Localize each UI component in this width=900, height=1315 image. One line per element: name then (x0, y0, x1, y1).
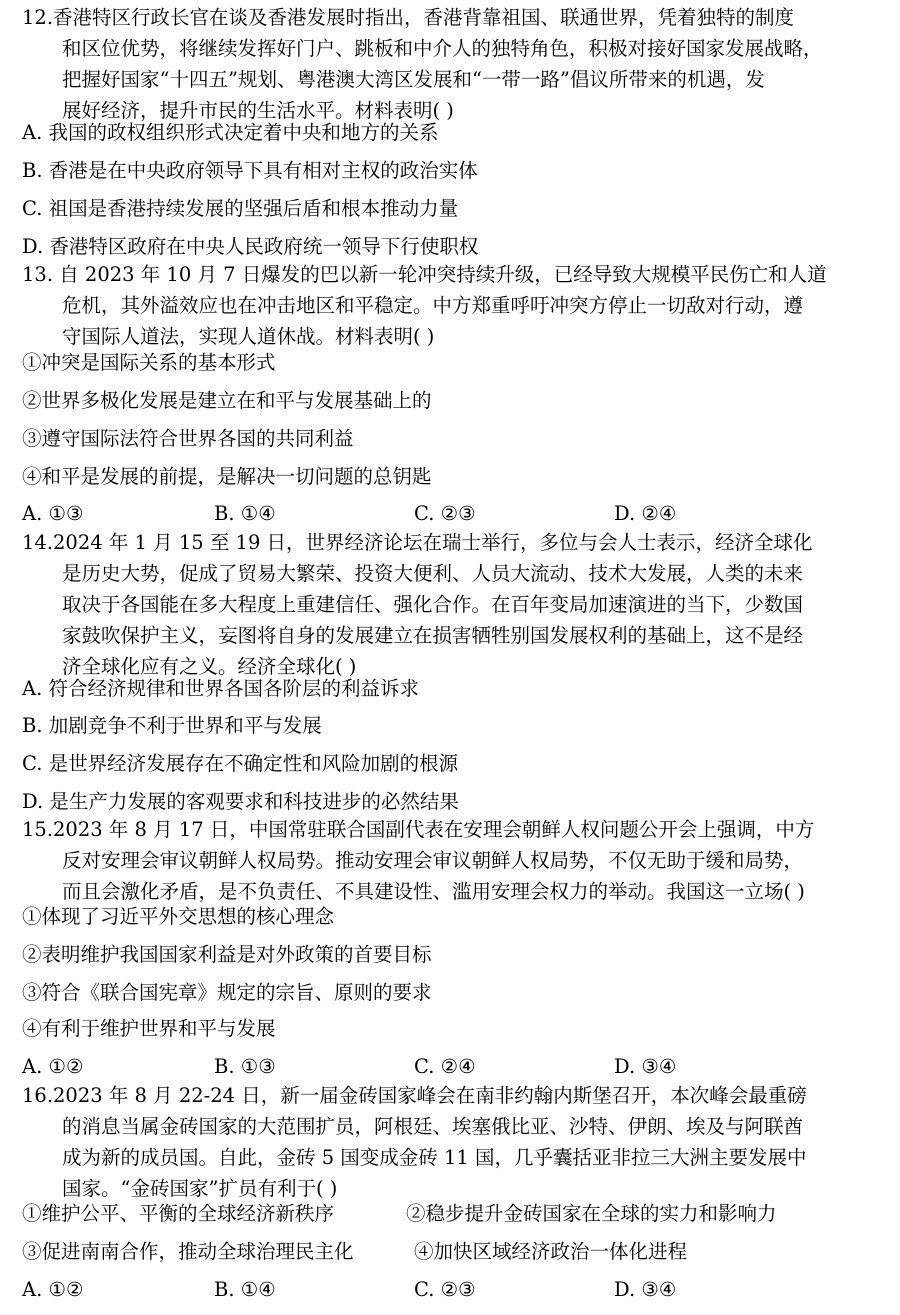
stem-line: 的消息当属金砖国家的大范围扩员，阿根廷、埃塞俄比亚、沙特、伊朗、埃及与阿联酋 (62, 1115, 804, 1138)
choice-b: B. ①④ (214, 502, 276, 525)
stem-line: 是历史大势，促成了贸易大繁荣、投资大便利、人员大流动、技术大发展，人类的未来 (62, 562, 804, 585)
choice-c: C. ②③ (414, 1278, 476, 1301)
question-12-option-a: A. 我国的政权组织形式决定着中央和地方的关系 (22, 121, 439, 144)
question-16-statement-1: ①维护公平、平衡的全球经济新秩序 (22, 1202, 335, 1225)
choice-a: A. ①③ (22, 502, 84, 525)
choice-d: D. ③④ (614, 1278, 677, 1301)
stem-line: 14.2024 年 1 月 15 至 19 日，世界经济论坛在瑞士举行，多位与会人士表示，经济全球化 (22, 531, 813, 554)
question-12-stem (22, 2, 882, 126)
question-14-option-a: A. 符合经济规律和世界各国各阶层的利益诉求 (22, 677, 419, 700)
question-16-statement-3: ③促进南南合作，推动全球治理民主化 (22, 1240, 354, 1263)
question-16-statements-row-1 (22, 1199, 882, 1229)
question-16-statement-4: ④加快区域经济政治一体化进程 (414, 1240, 688, 1263)
question-13-statement-1: ①冲突是国际关系的基本形式 (22, 351, 276, 374)
question-13-choices (22, 499, 882, 529)
stem-line: 济全球化应有之义。经济全球化( ) (62, 655, 357, 678)
stem-line: 反对安理会审议朝鲜人权局势。推动安理会审议朝鲜人权局势，不仅无助于缓和局势， (62, 849, 804, 872)
question-13-statement-2: ②世界多极化发展是建立在和平与发展基础上的 (22, 389, 432, 412)
stem-line: 13. 自 2023 年 10 月 7 日爆发的巴以新一轮冲突持续升级，已经导致大规模平民伤亡和人道 (22, 263, 827, 286)
stem-line: 取决于各国能在多大程度上重建信任、强化合作。在百年变局加速演进的当下，少数国 (62, 593, 804, 616)
question-15-statement-2: ②表明维护我国国家利益是对外政策的首要目标 (22, 943, 432, 966)
stem-line: 12.香港特区行政长官在谈及香港发展时指出，香港背靠祖国、联通世界，凭着独特的制度 (22, 6, 795, 29)
question-15-stem (22, 814, 882, 907)
question-14-stem (22, 527, 882, 682)
stem-line: 成为新的成员国。自此，金砖 5 国变成金砖 11 国，几乎囊括亚非拉三大洲主要发展中 (62, 1146, 807, 1169)
question-16-statement-2: ②稳步提升金砖国家在全球的实力和影响力 (406, 1202, 777, 1225)
choice-d: D. ②④ (614, 502, 677, 525)
choice-a: A. ①② (22, 1278, 84, 1301)
question-12-option-d: D. 香港特区政府在中央人民政府统一领导下行使职权 (22, 235, 479, 258)
stem-line: 国家。“金砖国家”扩员有利于( ) (62, 1177, 338, 1200)
question-13-statement-3: ③遵守国际法符合世界各国的共同利益 (22, 427, 354, 450)
stem-line: 展好经济，提升市民的生活水平。材料表明( ) (62, 99, 454, 122)
question-15-statement-4: ④有利于维护世界和平与发展 (22, 1017, 276, 1040)
stem-line: 16.2023 年 8 月 22-24 日，新一届金砖国家峰会在南非约翰内斯堡召开，本次峰会最重磅 (22, 1084, 807, 1107)
question-14-option-d: D. 是生产力发展的客观要求和科技进步的必然结果 (22, 790, 459, 813)
question-15-choices (22, 1052, 882, 1082)
choice-b: B. ①④ (214, 1278, 276, 1301)
question-16-stem (22, 1080, 882, 1204)
choice-b: B. ①③ (214, 1055, 276, 1078)
question-14-option-c: C. 是世界经济发展存在不确定性和风险加剧的根源 (22, 752, 459, 775)
stem-line: 而且会激化矛盾，是不负责任、不具建设性、滥用安理会权力的举动。我国这一立场( ) (62, 880, 805, 903)
choice-c: C. ②④ (414, 1055, 476, 1078)
question-12-option-c: C. 祖国是香港持续发展的坚强后盾和根本推动力量 (22, 197, 459, 220)
question-14-option-b: B. 加剧竞争不利于世界和平与发展 (22, 714, 322, 737)
question-15-statement-1: ①体现了习近平外交思想的核心理念 (22, 905, 335, 928)
stem-line: 危机，其外溢效应也在冲击地区和平稳定。中方郑重呼吁冲突方停止一切敌对行动，遵 (62, 294, 804, 317)
stem-line: 把握好国家“十四五”规划、粤港澳大湾区发展和“一带一路”倡议所带来的机遇，发 (62, 68, 765, 91)
stem-line: 守国际人道法，实现人道休战。材料表明( ) (62, 325, 435, 348)
choice-a: A. ①② (22, 1055, 84, 1078)
stem-line: 家鼓吹保护主义，妄图将自身的发展建立在损害牺牲别国发展权利的基础上，这不是经 (62, 624, 804, 647)
choice-d: D. ③④ (614, 1055, 677, 1078)
stem-line: 15.2023 年 8 月 17 日，中国常驻联合国副代表在安理会朝鲜人权问题公开会上强调，中方 (22, 818, 815, 841)
question-16-choices (22, 1275, 882, 1305)
question-12-option-b: B. 香港是在中央政府领导下具有相对主权的政治实体 (22, 159, 478, 182)
question-16-statements-row-2 (22, 1237, 882, 1267)
choice-c: C. ②③ (414, 502, 476, 525)
stem-line: 和区位优势，将继续发挥好门户、跳板和中介人的独特角色，积极对接好国家发展战略， (62, 37, 823, 60)
question-13-statement-4: ④和平是发展的前提，是解决一切问题的总钥匙 (22, 465, 432, 488)
question-13-stem (22, 259, 882, 352)
question-15-statement-3: ③符合《联合国宪章》规定的宗旨、原则的要求 (22, 981, 432, 1004)
